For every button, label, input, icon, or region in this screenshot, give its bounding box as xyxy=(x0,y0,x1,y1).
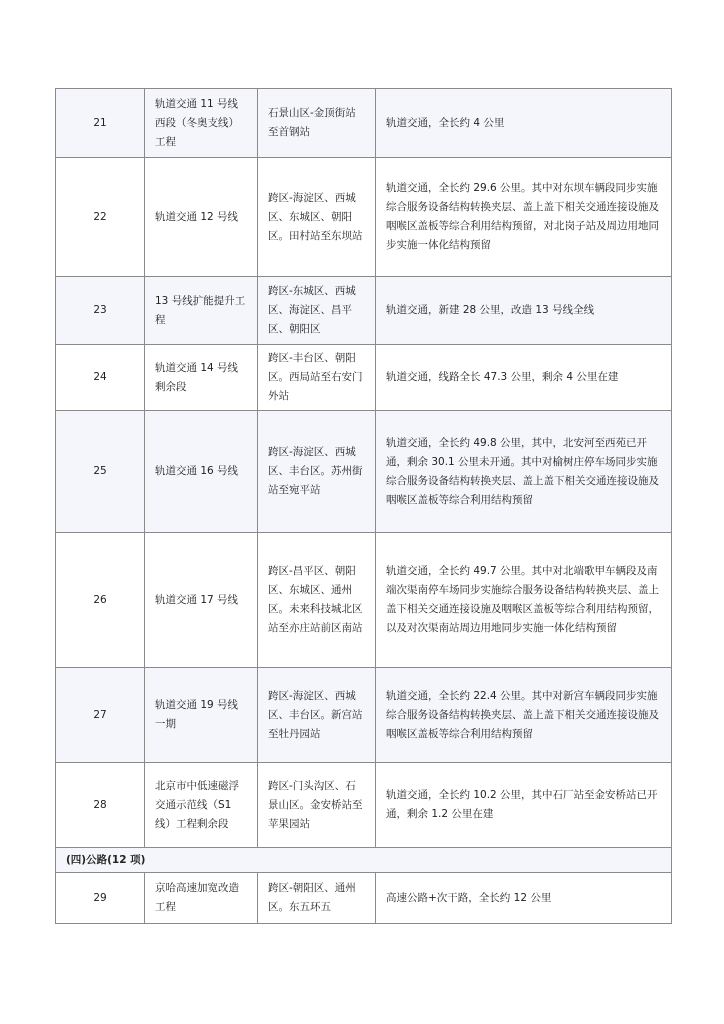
project-area: 跨区-丰台区、朝阳区。西局站至右安门外站 xyxy=(258,345,376,411)
project-description: 轨道交通，线路全长 47.3 公里，剩余 4 公里在建 xyxy=(376,345,672,411)
row-number: 28 xyxy=(56,763,145,848)
row-number: 25 xyxy=(56,411,145,533)
project-area: 跨区-昌平区、朝阳区、东城区、通州区。未来科技城北区站至亦庄站前区南站 xyxy=(258,533,376,668)
project-name: 轨道交通 12 号线 xyxy=(145,158,258,277)
project-name: 轨道交通 19 号线一期 xyxy=(145,668,258,763)
project-name: 13 号线扩能提升工程 xyxy=(145,277,258,345)
row-number: 26 xyxy=(56,533,145,668)
table-row xyxy=(56,345,672,411)
project-name: 轨道交通 17 号线 xyxy=(145,533,258,668)
project-description: 轨道交通，全长约 4 公里 xyxy=(376,89,672,158)
project-table xyxy=(55,88,672,924)
project-description: 轨道交通，新建 28 公里，改造 13 号线全线 xyxy=(376,277,672,345)
row-number: 24 xyxy=(56,345,145,411)
table-row xyxy=(56,763,672,848)
project-name: 北京市中低速磁浮交通示范线（S1 线）工程剩余段 xyxy=(145,763,258,848)
project-area: 跨区-门头沟区、石景山区。金安桥站至苹果园站 xyxy=(258,763,376,848)
project-description: 轨道交通，全长约 10.2 公里，其中石厂站至金安桥站已开通，剩余 1.2 公里在建 xyxy=(376,763,672,848)
project-name: 京哈高速加宽改造工程 xyxy=(145,873,258,924)
project-area: 石景山区-金顶街站至首钢站 xyxy=(258,89,376,158)
table-row xyxy=(56,873,672,924)
row-number: 21 xyxy=(56,89,145,158)
row-number: 23 xyxy=(56,277,145,345)
table-row xyxy=(56,89,672,158)
table-row xyxy=(56,668,672,763)
project-description: 轨道交通，全长约 49.7 公里。其中对北端歌甲车辆段及南端次渠南停车场同步实施综合服务设备结构转换夹层、盖上盖下相关交通连接设施及咽喉区盖板等综合利用结构预留，以及对次渠南站周边用地同步实施一体化结构预留 xyxy=(376,533,672,668)
table-row xyxy=(56,277,672,345)
table-row xyxy=(56,411,672,533)
project-area: 跨区-海淀区、西城区、丰台区。新宫站至牡丹园站 xyxy=(258,668,376,763)
section-row xyxy=(56,848,672,873)
project-description: 轨道交通，全长约 22.4 公里。其中对新宫车辆段同步实施综合服务设备结构转换夹层、盖上盖下相关交通连接设施及咽喉区盖板等综合利用结构预留 xyxy=(376,668,672,763)
project-area: 跨区-海淀区、西城区、东城区、朝阳区。田村站至东坝站 xyxy=(258,158,376,277)
project-name: 轨道交通 14 号线剩余段 xyxy=(145,345,258,411)
project-description: 高速公路+次干路，全长约 12 公里 xyxy=(376,873,672,924)
table-row xyxy=(56,533,672,668)
row-number: 29 xyxy=(56,873,145,924)
row-number: 22 xyxy=(56,158,145,277)
row-number: 27 xyxy=(56,668,145,763)
project-description: 轨道交通，全长约 29.6 公里。其中对东坝车辆段同步实施综合服务设备结构转换夹层、盖上盖下相关交通连接设施及咽喉区盖板等综合利用结构预留，对北岗子站及周边用地同步实施一体化结构预留 xyxy=(376,158,672,277)
project-name: 轨道交通 16 号线 xyxy=(145,411,258,533)
section-title: (四)公路(12 项) xyxy=(56,848,672,873)
project-area: 跨区-海淀区、西城区、丰台区。苏州街站至宛平站 xyxy=(258,411,376,533)
project-description: 轨道交通，全长约 49.8 公里，其中，北安河至西苑已开通，剩余 30.1 公里未开通。其中对榆树庄停车场同步实施综合服务设备结构转换夹层、盖上盖下相关交通连接设施及咽喉区盖板等综合利用结构预留 xyxy=(376,411,672,533)
table-row xyxy=(56,158,672,277)
project-area: 跨区-东城区、西城区、海淀区、昌平区、朝阳区 xyxy=(258,277,376,345)
project-name: 轨道交通 11 号线西段（冬奥支线）工程 xyxy=(145,89,258,158)
project-area: 跨区-朝阳区、通州区。东五环五 xyxy=(258,873,376,924)
